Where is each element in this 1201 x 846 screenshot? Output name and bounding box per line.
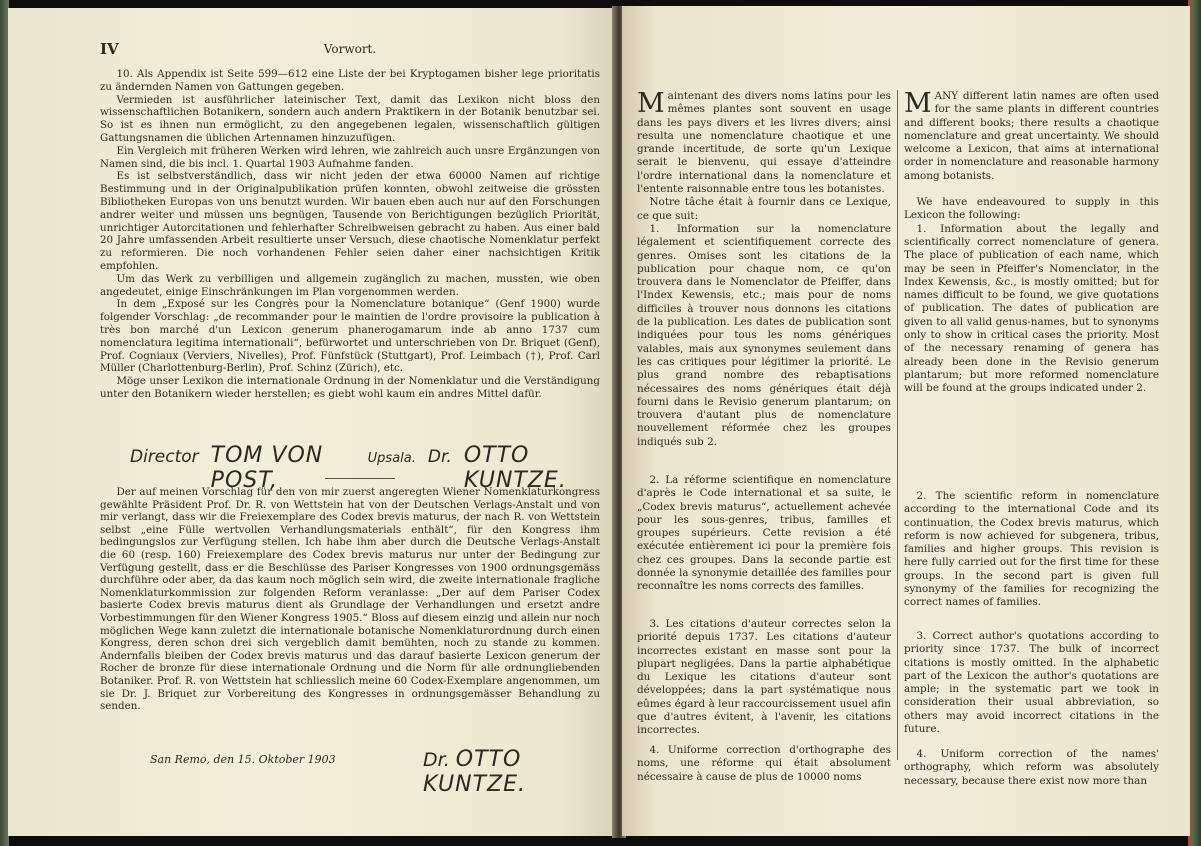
signature-name: OTTO KUNTZE. bbox=[423, 747, 527, 797]
signature-title: Dr. bbox=[427, 447, 452, 467]
right-page bbox=[622, 6, 1190, 836]
paragraph-text: aintenant des divers noms latins pour les mêmes plantes sont souvent en usage dans les pays divers et les livres divers; ainsi resulta une nomenclature chaotique et une grande incertitude, de sorte qu'un Lexique serait le bienvenu, qui essaye d'atteindre l'ordre international dans la nomenclature et l'entente raisonnable entre tous les botanistes. bbox=[637, 90, 891, 196]
french-item-3 bbox=[637, 618, 891, 738]
french-intro bbox=[637, 90, 891, 449]
list-item: 3. Correct author's quotations according to priority since 1737. The bulk of incorrect citations is mostly omitted. In the alphabetic part of the Lexicon the author's quotations are ample; in the systematic part we took in consideration their usual abbreviation, so others may avoid incorrect citations in the future. bbox=[904, 630, 1159, 736]
paragraph bbox=[637, 90, 891, 196]
section-divider bbox=[325, 478, 395, 479]
paragraph: 10. Als Appendix ist Seite 599—612 eine Liste der bei Kryptogamen bisher lege prioritatis zu ändernden Namen von Gattungen gegeben. bbox=[100, 68, 600, 93]
french-item-4 bbox=[637, 744, 891, 784]
paragraph: Der auf meinen Vorschlag für den von mir zuerst angeregten Wiener Nomenklaturkongress gewählte Präsident Prof. Dr. R. von Wettstein hat von der Deutschen Verlags-Anstalt und von mir verlangt, dass wir die Freiexemplare des Codex brevis maturus, der nach R. von Wettstein selbst „eine Fülle wertvollen Verhandlungsmaterials enthält“, für den Kongress ihm bedingungslos zur Verfügung stellen. Ich habe ihm aber durch die Deutsche Verlags-Anstalt die 60 (resp. 160) Freiexemplare des Codex brevis maturus nur unter der Bedingung zur Verfügung gestellt, dass er die Beschlüsse des Pariser Kongresses von 1900 ordnungsgemäss durchführe oder aber, da das kaum noch möglich sein wird, die zweite internationale fragliche Nomenklaturkommission zur folgenden Reform veranlasse: „Der auf dem Pariser Codex basierte Codex brevis maturus dient als Grundlage der Verhandlungen und ersetzt andre Vorbestimmungen für den Wiener Kongress 1905.“ Bloss auf diesem einzig und allein nur noch möglichen Wege kann zuletzt die internationale botanische Nomenklaturordnung durch einen Kongress, deren schon drei sich vergeblich damit bemühten, noch zu stande zu kommen. Andernfalls bleiben der Codex brevis maturus und das darauf basierte Lexicon generum der Rocher de bronze für diese internationale Ordnung und die Norm für alle ordnungliebenden Botaniker. Prof. R. von Wettstein hat schliesslich meine 60 Codex-Exemplare angenommen, um sie Dr. J. Briquet zur Vorbereitung des Kongresses in ordnungsgemässer Behandlung zu senden. bbox=[100, 486, 600, 713]
paragraph-text: ANY different latin names are often used for the same plants in different countries and different books; there results a chaotique nomenclature and great uncertainty. We should welcome a Lexicon, that aims at international order in nomenclature and reasonable harmony among botanists. bbox=[904, 90, 1159, 182]
page-header bbox=[100, 40, 600, 60]
french-item-2 bbox=[637, 474, 891, 594]
signature-place: Upsala. bbox=[367, 451, 416, 466]
list-item: 1. Information sur la nomenclature légalement et scientifiquement correcte des genres. Omises sont les citations de la publication pour chaque nom, ce qu'on trouvera dans le Nomenclator de Pfeiffer, dans l'Index Kewensis, etc.; mais pour de noms difficiles à trouver nous donnons les citations de la publication. Les dates de publication sont indiquées pour tous les noms génériques valables, mais aux synonymes seulement dans les cas critiques pour légitimer la priorité. Le plus grand nombre des rebaptisations nécessaires des noms génériques était déjà fourni dans le Revisio generum plantarum; on trouvera d'autant plus de nomenclature nouvellement réformée chez les groupes indiqués sub 2. bbox=[637, 222, 891, 448]
place-and-date: San Remo, den 15. Oktober 1903 bbox=[150, 753, 336, 766]
signature-prefix: Director bbox=[130, 447, 199, 467]
drop-cap: M bbox=[637, 88, 665, 119]
column-rule bbox=[897, 90, 898, 760]
paragraph: Notre tâche était à fournir dans ce Lexique, ce que suit: bbox=[637, 196, 891, 222]
page-number: IV bbox=[100, 40, 119, 58]
signature-block bbox=[130, 443, 600, 493]
paragraph: Ein Vergleich mit früheren Werken wird lehren, wie zahlreich auch unsre Ergänzungen von Namen sind, die bis incl. 1. Quartal 1903 Aufnahme fanden. bbox=[100, 144, 600, 170]
signature-title: Dr. bbox=[423, 749, 450, 771]
paragraph bbox=[904, 90, 1159, 183]
paragraph: Um das Werk zu verbilligen und allgemein zugänglich zu machen, mussten, wie oben angedeutet, einige Einschränkungen im Plan vorgenommen werden. bbox=[100, 272, 600, 298]
list-item: 4. Uniform correction of the names' orthography, which reform was absolutely necessary, because there exist now more than bbox=[904, 748, 1159, 787]
list-item: 4. Uniforme correction d'orthographe des noms, une réforme qui était absolument nécessaire à cause de plus de 10000 noms bbox=[637, 744, 891, 783]
list-item: 1. Information about the legally and scientifically correct nomenclature of genera. The place of publication of each name, which may be seen in Pfeiffer's Nomenclator, in the Index Kewensis, &c., is mostly omitted; but for names difficult to be found, we give quotations of publication. The dates of publication are given to all valid genus-names, but to synonyms only to show in critical cases the priority. Most of the necessary renaming of genera has already been done in the Revisio generum plantarum; but more reformed nomenclature will be found at the groups indicated under 2. bbox=[904, 222, 1159, 395]
english-item-2 bbox=[904, 490, 1159, 610]
paragraph: Es ist selbstverständlich, dass wir nicht jeden der etwa 60000 Namen auf richtige Bestimmung und in der Originalpublikation prüfen konnten, obwohl zeitweise die grössten Bibliotheken Europas von uns benutzt wurden. Wir bauen eben auch nur auf den Forschungen andrer weiter und müssen uns begnügen, Tausende von Berichtigungen bezüglich Priorität, unrichtiger Autorcitationen und fehlerhafter Schreibweisen gebracht zu haben. Aus einer bald 20 Jahre umfassenden Arbeit resultierte unser Versuch, diese chaotische Nomenklatur perfekt zu reformieren. Die noch vorhandenen Fehler seien daher einer nachsichtigen Kritik empfohlen. bbox=[100, 170, 600, 272]
list-item: 2. La réforme scientifique en nomenclature d'après le Code international et sa suite, le „Codex brevis maturus“, actuellement achevée pour les sous-genres, tribus, familles et groupes supérieurs. Cette revision a été exécutée entièrement ici pour la première fois chez ces groupes. Dans la seconde partie est donnée la synonymie detaillée des familles pour reconnaître les noms corrects des familles. bbox=[637, 474, 891, 593]
paragraph: Vermieden ist ausführlicher lateinischer Text, damit das Lexikon nicht bloss den wissenschaftlichen Botanikern, sondern auch andern Praktikern in der Botanik benutzbar sei. So ist es ihnen nun ermöglicht, zu den angegebenen legalen, wissenschaftlich gültigen Gattungsnamen die üblichen Artennamen hinzuzufügen. bbox=[100, 93, 600, 144]
english-item-4 bbox=[904, 748, 1159, 788]
closing-signature bbox=[423, 747, 600, 797]
date-line bbox=[150, 747, 600, 797]
english-intro bbox=[904, 90, 1159, 396]
preface-text-top bbox=[100, 68, 600, 401]
paragraph: Möge unser Lexikon die internationale Ordnung in der Nomenklatur und die Verständigung unter den Botanikern wieder herstellen; es giebt wohl kaum ein andres Mittel dafür. bbox=[100, 375, 600, 400]
paragraph: In dem „Exposé sur les Congrès pour la Nomenclature botanique“ (Genf 1900) wurde folgender Vorschlag: „de recommander pour le maintien de l'ordre provisoire la publication à très bon marché d'un Lexicon generum phanerogamarum inde ab anno 1737 cum nomenclatura legitima internationali“, befürwortet und unterschrieben von Dr. Briquet (Genf), Prof. Cogniaux (Verviers, Nivelles), Prof. Fünfstück (Stuttgart), Prof. Leimbach (†), Prof. Carl Müller (Charlottenburg-Berlin), Prof. Schinz (Zürich), etc. bbox=[100, 298, 600, 375]
list-item: 2. The scientific reform in nomenclature according to the international Code and its continuation, the Codex brevis maturus, which reform is now achieved for subgenera, tribus, families and higher groups. This revision is here fully carried out for the first time for these groups. In the second part is given full synonymy of the families for recognizing the correct names of families. bbox=[904, 490, 1159, 609]
list-item: 3. Les citations d'auteur correctes selon la priorité depuis 1737. Les citations d'auteur incorrectes existant en masse sont pour la plupart negligées. Dans la partie alphabétique du Lexique les citations d'auteur sont développées; dans la part systématique nous eûmes égard à leur raccourcissement usuel afin que d'autres évitent, à l'avenir, les citations incorrectes. bbox=[637, 618, 891, 737]
signature-name-kuntze: OTTO KUNTZE. bbox=[463, 443, 567, 493]
paragraph: We have endeavoured to supply in this Lexicon the following: bbox=[904, 196, 1159, 222]
left-page bbox=[8, 8, 620, 836]
drop-cap: M bbox=[904, 88, 932, 119]
english-item-3 bbox=[904, 630, 1159, 736]
signature-name-post: TOM VON POST, bbox=[210, 443, 324, 493]
preface-text-bottom bbox=[100, 486, 600, 713]
running-head: Vorwort. bbox=[323, 42, 377, 56]
